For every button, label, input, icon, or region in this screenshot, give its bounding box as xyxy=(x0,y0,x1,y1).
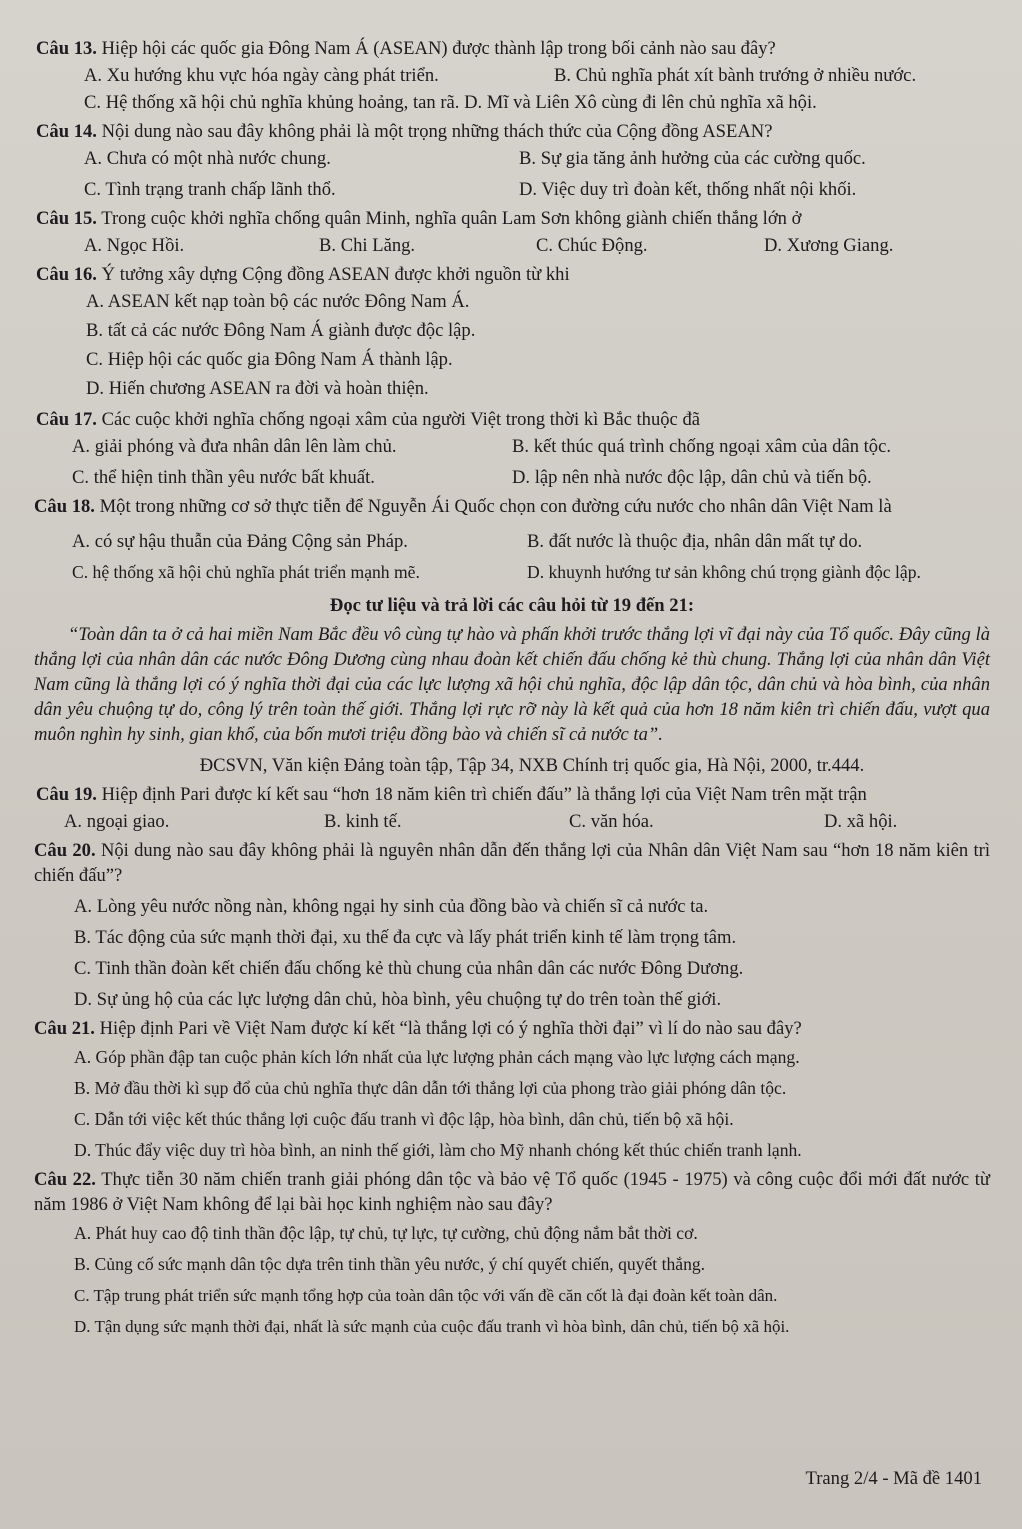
question-text: Trong cuộc khởi nghĩa chống quân Minh, nghĩa quân Lam Sơn không giành chiến thắng lớn ở xyxy=(101,208,802,229)
question-21 xyxy=(34,1016,990,1163)
option-c[interactable]: C. Tập trung phát triển sức mạnh tổng hợp của toàn dân tộc với vấn đề căn cốt là đại đoàn kết toàn dân. xyxy=(74,1286,778,1305)
option-d[interactable]: D. Việc duy trì đoàn kết, thống nhất nội khối. xyxy=(519,179,857,200)
question-number: Câu 16. xyxy=(36,264,97,285)
option-b[interactable]: B. Chủ nghĩa phát xít bành trướng ở nhiều nước. xyxy=(554,65,917,86)
option-d[interactable]: D. Sự ủng hộ của các lực lượng dân chủ, hòa bình, yêu chuộng tự do trên toàn thế giới. xyxy=(74,989,722,1010)
question-22 xyxy=(34,1167,990,1339)
option-d[interactable]: D. Mĩ và Liên Xô cùng đi lên chủ nghĩa xã hội. xyxy=(464,92,817,113)
option-c[interactable]: C. hệ thống xã hội chủ nghĩa phát triển mạnh mẽ. xyxy=(72,562,420,582)
option-a[interactable]: A. Chưa có một nhà nước chung. xyxy=(84,148,331,169)
question-18 xyxy=(34,494,990,585)
option-d[interactable]: D. lập nên nhà nước độc lập, dân chủ và tiến bộ. xyxy=(512,467,872,488)
option-c[interactable]: C. Hệ thống xã hội chủ nghĩa khủng hoảng, tan rã. xyxy=(84,92,460,113)
question-number: Câu 21. xyxy=(34,1018,95,1039)
question-text: Thực tiễn 30 năm chiến tranh giải phóng dân tộc và bảo vệ Tổ quốc (1945 - 1975) và công cuộc đổi mới đất nước từ năm 1986 ở Việt Nam không để lại bài học kinh nghiệm nào sau đây? xyxy=(34,1169,991,1215)
option-b[interactable]: B. đất nước là thuộc địa, nhân dân mất tự do. xyxy=(527,531,863,552)
reading-quote: “Toàn dân ta ở cả hai miền Nam Bắc đều vô cùng tự hào và phấn khởi trước thắng lợi vĩ đại này của Tổ quốc. Đây cũng là thắng lợi của nhân dân các nước Đông Dương cùng nhau đoàn kết chiến đấu chống kẻ thù chung. Thắng lợi của nhân dân Việt Nam cũng là thắng lợi có ý nghĩa thời đại của các lực lượng xã hội chủ nghĩa, độc lập dân tộc, dân chủ và hòa bình, của nhân dân yêu chuộng tự do, công lý trên toàn thế giới. Thắng lợi rực rỡ này là kết quả của hơn 18 năm kiên trì chiến đấu, vượt qua muôn nghìn hy sinh, gian khổ, của bốn mươi triệu đồng bào và chiến sĩ cả nước ta”. xyxy=(34,624,990,745)
question-number: Câu 19. xyxy=(36,784,97,805)
option-b[interactable]: B. Mở đầu thời kì sụp đổ của chủ nghĩa thực dân dẫn tới thắng lợi của phong trào giải phóng dân tộc. xyxy=(74,1078,787,1098)
option-d[interactable]: D. Hiến chương ASEAN ra đời và hoàn thiện. xyxy=(86,378,429,399)
option-a[interactable]: A. giải phóng và đưa nhân dân lên làm chủ. xyxy=(72,436,397,457)
option-a[interactable]: A. Ngọc Hồi. xyxy=(84,235,185,256)
option-d[interactable]: D. Thúc đẩy việc duy trì hòa bình, an ninh thế giới, làm cho Mỹ nhanh chóng kết thúc chiến tranh lạnh. xyxy=(74,1140,802,1160)
question-number: Câu 17. xyxy=(36,409,97,430)
question-text: Hiệp định Pari về Việt Nam được kí kết “là thắng lợi có ý nghĩa thời đại” vì lí do nào sau đây? xyxy=(99,1018,802,1039)
question-number: Câu 20. xyxy=(34,840,96,861)
option-d[interactable]: D. Tận dụng sức mạnh thời đại, nhất là sức mạnh của cuộc đấu tranh vì hòa bình, dân chủ, tiến bộ xã hội. xyxy=(74,1317,790,1336)
option-a[interactable]: A. ASEAN kết nạp toàn bộ các nước Đông Nam Á. xyxy=(86,291,470,312)
option-d[interactable]: D. khuynh hướng tư sản không chú trọng giành độc lập. xyxy=(527,562,921,582)
question-text: Một trong những cơ sở thực tiễn để Nguyễn Ái Quốc chọn con đường cứu nước cho nhân dân Việt Nam là xyxy=(99,496,892,517)
option-b[interactable]: B. kết thúc quá trình chống ngoại xâm của dân tộc. xyxy=(512,436,892,457)
option-c[interactable]: C. văn hóa. xyxy=(569,811,654,832)
question-number: Câu 13. xyxy=(36,38,97,59)
question-text: Hiệp định Pari được kí kết sau “hơn 18 năm kiên trì chiến đấu” là thắng lợi của Việt Nam trên mặt trận xyxy=(101,784,867,805)
question-14 xyxy=(34,119,990,202)
option-c[interactable]: C. Tình trạng tranh chấp lãnh thổ. xyxy=(84,179,336,200)
question-17 xyxy=(34,407,990,490)
question-number: Câu 14. xyxy=(36,121,97,142)
option-b[interactable]: B. Sự gia tăng ảnh hưởng của các cường quốc. xyxy=(519,148,866,169)
option-a[interactable]: A. ngoại giao. xyxy=(64,811,170,832)
question-13 xyxy=(34,36,990,115)
question-15 xyxy=(34,206,990,258)
option-a[interactable]: A. Lòng yêu nước nồng nàn, không ngại hy sinh của đồng bào và chiến sĩ cả nước ta. xyxy=(74,896,709,917)
question-text: Hiệp hội các quốc gia Đông Nam Á (ASEAN) được thành lập trong bối cảnh nào sau đây? xyxy=(101,38,776,59)
question-number: Câu 18. xyxy=(34,496,95,517)
option-c[interactable]: C. Tinh thần đoàn kết chiến đấu chống kẻ thù chung của nhân dân các nước Đông Dương. xyxy=(74,958,744,979)
option-b[interactable]: B. Củng cố sức mạnh dân tộc dựa trên tinh thần yêu nước, ý chí quyết chiến, quyết thắng. xyxy=(74,1254,706,1274)
option-d[interactable]: D. Xương Giang. xyxy=(764,235,894,256)
option-c[interactable]: C. thể hiện tinh thần yêu nước bất khuất. xyxy=(72,467,375,488)
option-c[interactable]: C. Dẫn tới việc kết thúc thắng lợi cuộc đấu tranh vì độc lập, hòa bình, dân chủ, tiến bộ xã hội. xyxy=(74,1109,734,1129)
question-text: Ý tưởng xây dựng Cộng đồng ASEAN được khởi nguồn từ khi xyxy=(101,264,570,285)
question-text: Nội dung nào sau đây không phải là một trọng những thách thức của Cộng đồng ASEAN? xyxy=(101,121,773,142)
option-a[interactable]: A. Góp phần đập tan cuộc phản kích lớn nhất của lực lượng phản cách mạng vào lực lượng cách mạng. xyxy=(74,1047,800,1067)
option-a[interactable]: A. Xu hướng khu vực hóa ngày càng phát triển. xyxy=(84,65,439,86)
page-footer: Trang 2/4 - Mã đề 1401 xyxy=(805,1468,982,1489)
reading-heading: Đọc tư liệu và trả lời các câu hỏi từ 19 đến 21: xyxy=(329,595,695,616)
option-d[interactable]: D. xã hội. xyxy=(824,811,898,832)
question-text: Các cuộc khởi nghĩa chống ngoại xâm của người Việt trong thời kì Bắc thuộc đã xyxy=(101,409,700,430)
option-b[interactable]: B. tất cả các nước Đông Nam Á giành được độc lập. xyxy=(86,320,476,341)
option-b[interactable]: B. kinh tế. xyxy=(324,811,402,832)
question-19 xyxy=(34,782,990,834)
option-c[interactable]: C. Hiệp hội các quốc gia Đông Nam Á thành lập. xyxy=(86,349,453,370)
question-16 xyxy=(34,262,990,401)
option-a[interactable]: A. có sự hậu thuẫn của Đảng Cộng sản Pháp. xyxy=(72,531,408,552)
option-b[interactable]: B. Tác động của sức mạnh thời đại, xu thế đa cực và lấy phát triển kinh tế làm trọng tâm. xyxy=(74,927,737,948)
option-c[interactable]: C. Chúc Động. xyxy=(536,235,648,256)
option-a[interactable]: A. Phát huy cao độ tinh thần độc lập, tự chủ, tự lực, tự cường, chủ động nắm bắt thời cơ. xyxy=(74,1223,698,1243)
option-b[interactable]: B. Chi Lăng. xyxy=(319,235,416,256)
question-number: Câu 15. xyxy=(36,208,97,229)
question-number: Câu 22. xyxy=(34,1169,96,1190)
question-text: Nội dung nào sau đây không phải là nguyên nhân dẫn đến thắng lợi của Nhân dân Việt Nam sau “hơn 18 năm kiên trì chiến đấu”? xyxy=(34,840,990,886)
reading-source: ĐCSVN, Văn kiện Đảng toàn tập, Tập 34, NXB Chính trị quốc gia, Hà Nội, 2000, tr.444. xyxy=(199,755,865,776)
question-20 xyxy=(34,838,990,1012)
